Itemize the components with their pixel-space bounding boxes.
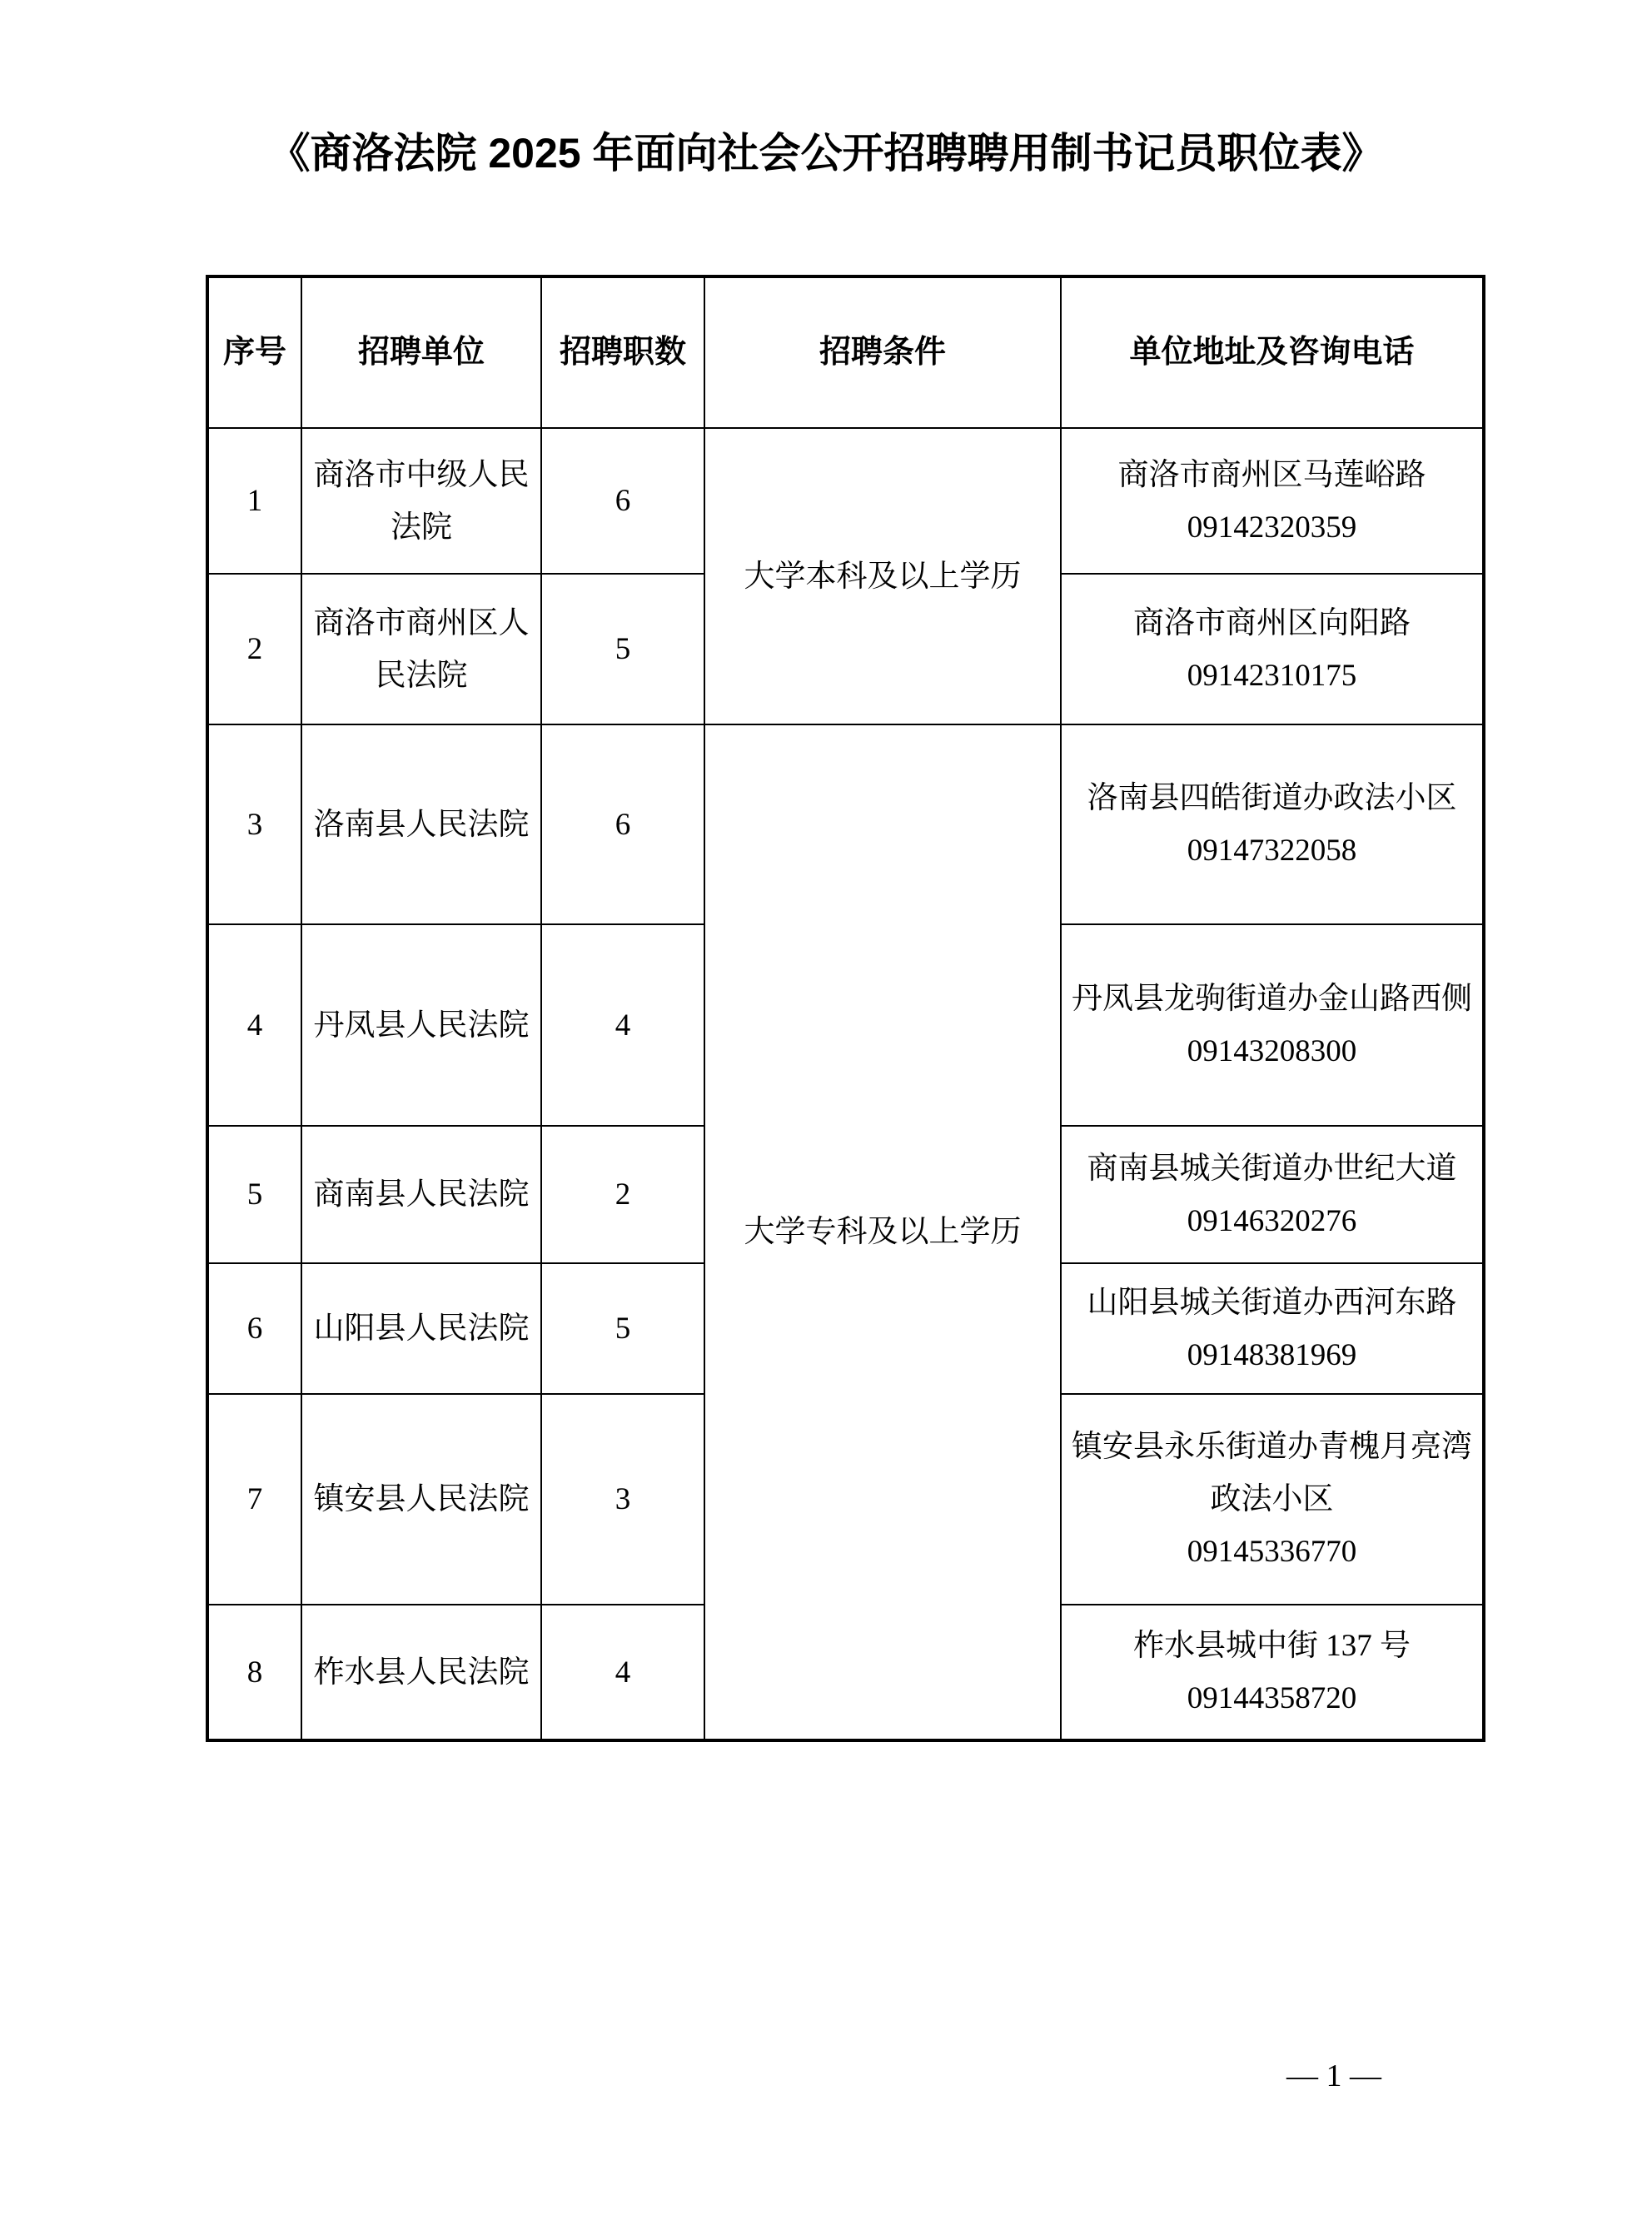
unit-cell (301, 1126, 541, 1263)
unit-cell (301, 1605, 541, 1740)
count-cell: 3 (541, 1394, 704, 1605)
address-line: 商洛市商州区向阳路 (1133, 605, 1411, 640)
phone-line: 09147322058 (1187, 834, 1357, 868)
address-line: 商洛市商州区马莲峪路 (1117, 457, 1426, 492)
unit-line: 丹凤县人民法院 (313, 1008, 530, 1043)
row-number-cell: 6 (207, 1263, 301, 1394)
unit-line: 山阳县人民法院 (313, 1312, 530, 1346)
row-number-cell: 5 (207, 1126, 301, 1263)
address-line: 镇安县永乐街道办青槐月亮湾 (1072, 1430, 1472, 1464)
unit-cell (301, 574, 541, 724)
row-number-cell: 8 (207, 1605, 301, 1740)
unit-line: 民法院 (375, 658, 468, 693)
page-number: — 1 — (1286, 2058, 1381, 2093)
address-cell (1061, 1605, 1484, 1740)
unit-line: 商南县人民法院 (313, 1177, 530, 1212)
count-cell: 4 (541, 924, 704, 1126)
phone-line: 09145336770 (1187, 1535, 1357, 1569)
unit-cell (301, 1394, 541, 1605)
column-header-address: 单位地址及咨询电话 (1061, 276, 1484, 428)
condition-cell-college: 大学专科及以上学历 (704, 724, 1061, 1740)
count-cell: 4 (541, 1605, 704, 1740)
column-header-count: 招聘职数 (541, 276, 704, 428)
phone-line: 09148381969 (1187, 1337, 1357, 1372)
unit-line: 法院 (391, 510, 452, 545)
unit-line: 柞水县人民法院 (313, 1655, 530, 1690)
address-line: 政法小区 (1210, 1482, 1334, 1516)
unit-line: 商洛市商州区人 (313, 605, 530, 640)
address-cell (1061, 924, 1484, 1126)
row-number-cell: 1 (207, 428, 301, 574)
address-line: 柞水县城中街 137 号 (1133, 1629, 1411, 1663)
address-line: 山阳县城关街道办西河东路 (1087, 1285, 1457, 1320)
column-header-no: 序号 (207, 276, 301, 428)
unit-cell (301, 1263, 541, 1394)
count-cell: 5 (541, 1263, 704, 1394)
count-cell: 6 (541, 428, 704, 574)
address-cell (1061, 1263, 1484, 1394)
row-number-cell: 4 (207, 924, 301, 1126)
unit-line: 镇安县人民法院 (313, 1482, 530, 1516)
page-title: 《商洛法院 2025 年面向社会公开招聘聘用制书记员职位表》 (268, 130, 1384, 177)
condition-cell-bachelor: 大学本科及以上学历 (704, 428, 1061, 724)
column-header-unit: 招聘单位 (301, 276, 541, 428)
address-cell (1061, 1394, 1484, 1605)
unit-line: 洛南县人民法院 (313, 807, 530, 842)
address-cell (1061, 1126, 1484, 1263)
column-header-condition: 招聘条件 (704, 276, 1061, 428)
table-row (207, 724, 1484, 924)
row-number-cell: 7 (207, 1394, 301, 1605)
phone-line: 09144358720 (1187, 1681, 1357, 1715)
count-cell: 5 (541, 574, 704, 724)
phone-line: 09143208300 (1187, 1034, 1357, 1068)
job-table (206, 275, 1485, 1742)
count-cell: 2 (541, 1126, 704, 1263)
address-line: 商南县城关街道办世纪大道 (1087, 1151, 1457, 1186)
table-header-row (207, 276, 1484, 428)
row-number-cell: 2 (207, 574, 301, 724)
count-cell: 6 (541, 724, 704, 924)
address-line: 洛南县四皓街道办政法小区 (1087, 781, 1457, 815)
address-line: 丹凤县龙驹街道办金山路西侧 (1072, 982, 1472, 1016)
row-number-cell: 3 (207, 724, 301, 924)
table-row (207, 428, 1484, 574)
phone-line: 09142320359 (1187, 510, 1357, 545)
unit-cell (301, 428, 541, 574)
address-cell (1061, 724, 1484, 924)
address-cell (1061, 574, 1484, 724)
unit-cell (301, 724, 541, 924)
unit-cell (301, 924, 541, 1126)
phone-line: 09146320276 (1187, 1203, 1357, 1238)
unit-line: 商洛市中级人民 (313, 457, 530, 492)
address-cell (1061, 428, 1484, 574)
phone-line: 09142310175 (1187, 658, 1357, 693)
